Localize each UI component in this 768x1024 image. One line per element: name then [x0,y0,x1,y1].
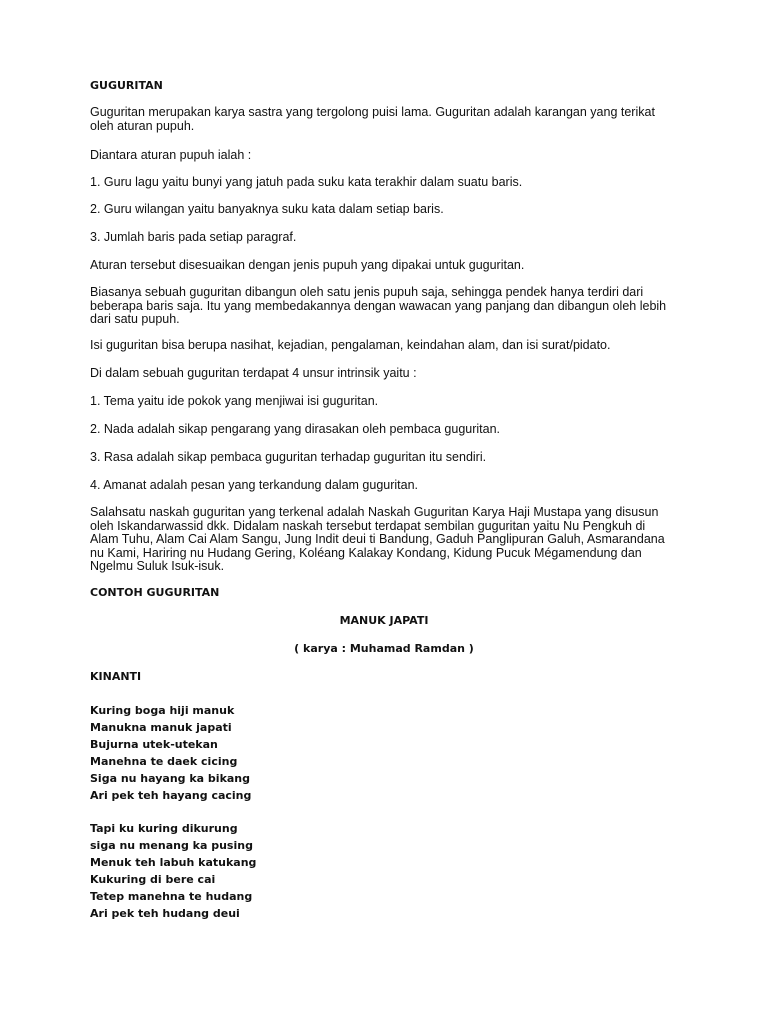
poem-line: Kukuring di bere cai [90,873,216,886]
paragraph-line: Alam Tuhu, Alam Cai Alam Sangu, Jung Indit deui ti Bandung, Gaduh Panglipuran Galuh, Asmarandana [90,532,665,546]
poem-line: Tapi ku kuring dikurung [90,822,238,835]
paragraph-line: 1. Tema yaitu ide pokok yang menjiwai isi guguritan. [90,394,379,408]
rule-item-1 [90,176,522,190]
paragraph-line: Guguritan merupakan karya sastra yang tergolong puisi lama. Guguritan adalah karangan yang terikat [90,105,655,119]
poem-stanza-2 [90,820,256,922]
intrinsic-item-4 [90,479,418,493]
poem-line: siga nu menang ka pusing [90,839,253,852]
paragraph-line: 2. Guru wilangan yaitu banyaknya suku kata dalam setiap baris. [90,202,444,216]
paragraph-line: beberapa baris saja. Itu yang membedakannya dengan wawacan yang panjang dan dibangun oleh lebih [90,298,667,313]
paragraph-intrinsic-intro [90,367,417,381]
paragraph-line: 1. Guru lagu yaitu bunyi yang jatuh pada suku kata terakhir dalam suatu baris. [90,175,523,189]
poem-line: Ari pek teh hudang deui [90,907,240,920]
poem-line: Bujurna utek-utekan [90,738,218,751]
paragraph-line: 4. Amanat adalah pesan yang terkandung dalam guguritan. [90,478,419,492]
paragraph-line: Di dalam sebuah guguritan terdapat 4 unsur intrinsik yaitu : [90,366,417,380]
poem-stanza-1 [90,702,251,804]
paragraph-line: 2. Nada adalah sikap pengarang yang dirasakan oleh pembaca guguritan. [90,422,501,436]
poem-title: MANUK JAPATI [339,614,429,627]
paragraph-rules-note [90,259,524,273]
paragraph-line: Isi guguritan bisa berupa nasihat, kejadian, pengalaman, keindahan alam, dan isi surat/pidato. [90,338,611,352]
intrinsic-item-2 [90,423,500,437]
poem-line: Menuk teh labuh katukang [90,856,257,869]
paragraph-line: Diantara aturan pupuh ialah : [90,148,252,162]
rule-item-2 [90,203,444,217]
paragraph-rules-intro [90,149,251,163]
paragraph-intro [90,106,655,133]
paragraph-pupuh [90,286,666,327]
poem-author: ( karya : Muhamad Ramdan ) [294,642,474,655]
poem-line: Kuring boga hiji manuk [90,704,235,717]
paragraph-line: 3. Jumlah baris pada setiap paragraf. [90,230,297,244]
paragraph-line: 3. Rasa adalah sikap pembaca guguritan terhadap guguritan itu sendiri. [90,450,487,464]
paragraph-line: nu Kami, Hariring nu Hudang Gering, Koléang Kalakay Kondang, Kidung Pucuk Mégamendung dan [90,545,642,560]
document-title: GUGURITAN [90,79,163,92]
paragraph-line: Ngelmu Suluk Isuk-isuk. [90,559,225,573]
poem-line: Tetep manehna te hudang [90,890,253,903]
paragraph-line: Salahsatu naskah guguritan yang terkenal adalah Naskah Guguritan Karya Haji Mustapa yang disusun [90,505,659,519]
pupuh-name: KINANTI [90,670,142,683]
intrinsic-item-1 [90,395,378,409]
paragraph-line: oleh Iskandarwassid dkk. Didalam naskah tersebut terdapat sembilan guguritan yaitu Nu Pengkuh di [90,518,646,533]
rule-item-3 [90,231,296,245]
paragraph-content [90,339,610,353]
poem-line: Manukna manuk japati [90,721,232,734]
example-heading: CONTOH GUGURITAN [90,586,220,599]
poem-line: Manehna te daek cicing [90,755,238,768]
intrinsic-item-3 [90,451,486,465]
poem-line: Ari pek teh hayang cacing [90,789,252,802]
paragraph-line: Aturan tersebut disesuaikan dengan jenis pupuh yang dipakai untuk guguritan. [90,258,525,272]
paragraph-line: Biasanya sebuah guguritan dibangun oleh satu jenis pupuh saja, sehingga pendek hanya terdiri dari [90,285,644,299]
paragraph-manuscript [90,506,665,574]
poem-line: Siga nu hayang ka bikang [90,772,251,785]
paragraph-line: dari satu pupuh. [90,312,180,326]
paragraph-line: oleh aturan pupuh. [90,118,195,133]
